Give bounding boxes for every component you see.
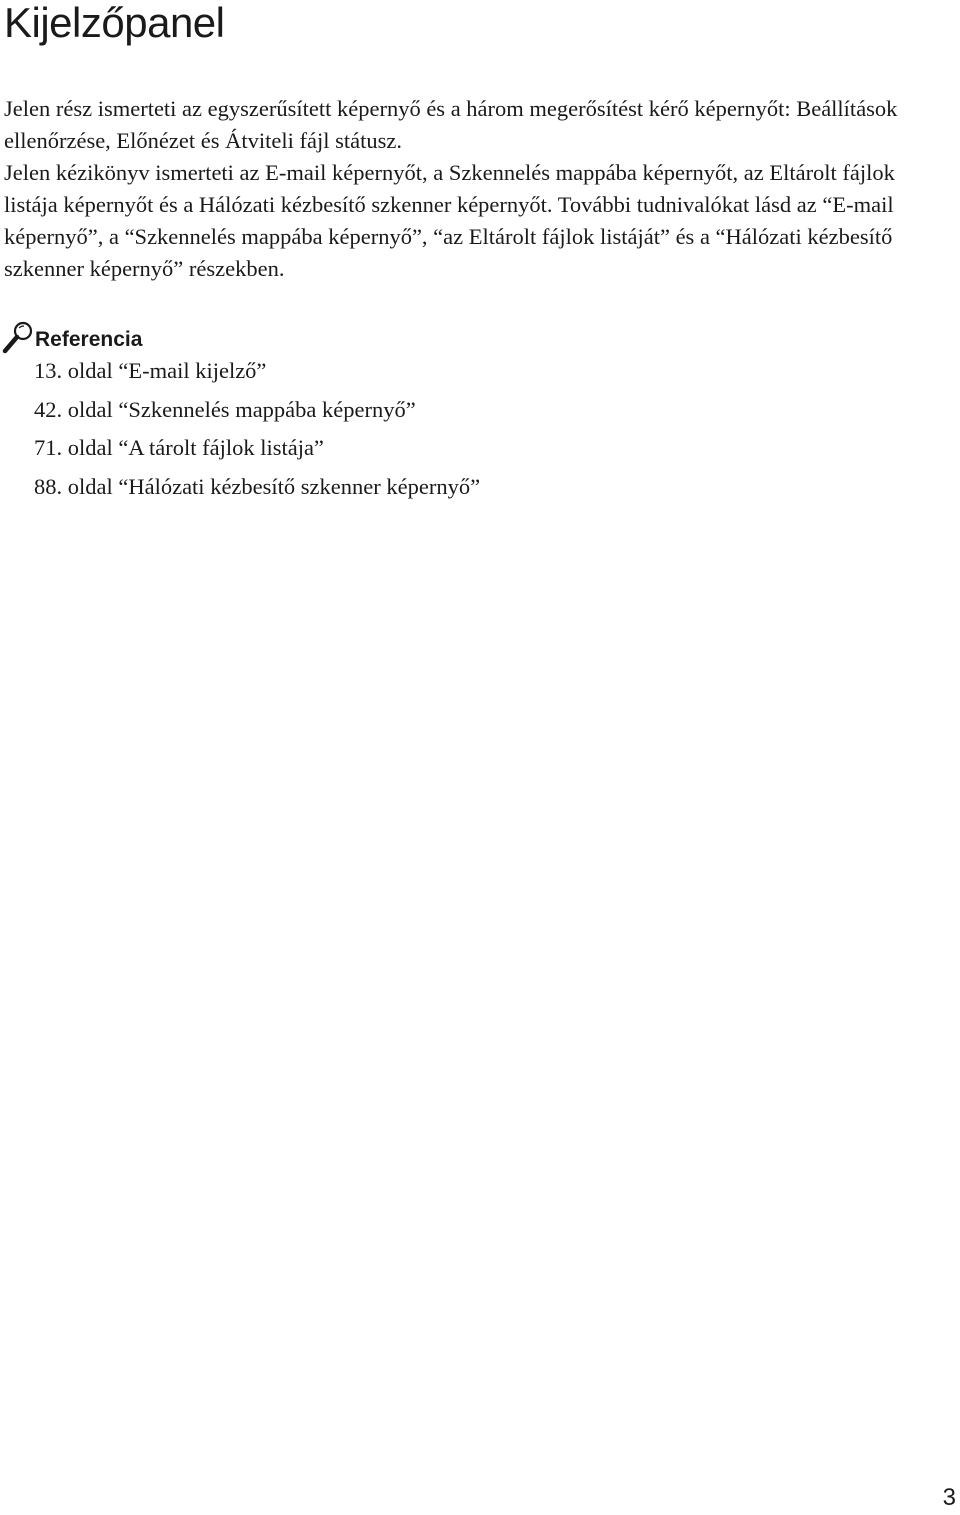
page-number: 3 bbox=[942, 1484, 956, 1511]
reference-list bbox=[34, 355, 480, 509]
magnifier-icon bbox=[2, 321, 34, 355]
reference-heading bbox=[2, 320, 142, 356]
manual-paragraph: Jelen kézikönyv ismerteti az E-mail képernyőt, a Szkennelés mappába képernyőt, az Eltárolt fájlok listája képernyőt és a Hálózati kézbesítő szkenner képernyőt. További tudnivalókat lásd az “E-mail képernyő”, a “Szkennelés mappába képernyő”, “az Eltárolt fájlok listáját” és a “Hálózati kézbesítő szkenner képernyő” részekben. bbox=[4, 160, 895, 281]
intro-paragraph: Jelen rész ismerteti az egyszerűsített képernyő és a három megerősítést kérő képernyőt: Beállítások ellenőrzése, Előnézet és Átviteli fájl státusz. bbox=[4, 96, 898, 153]
reference-item: 71. oldal “A tárolt fájlok listája” bbox=[34, 435, 324, 460]
reference-item: 13. oldal “E-mail kijelző” bbox=[34, 358, 267, 383]
reference-item: 88. oldal “Hálózati kézbesítő szkenner képernyő” bbox=[34, 473, 481, 499]
reference-item: 42. oldal “Szkennelés mappába képernyő” bbox=[34, 396, 416, 422]
reference-label: Referencia bbox=[35, 328, 143, 351]
page-title: Kijelzőpanel bbox=[4, 0, 225, 46]
